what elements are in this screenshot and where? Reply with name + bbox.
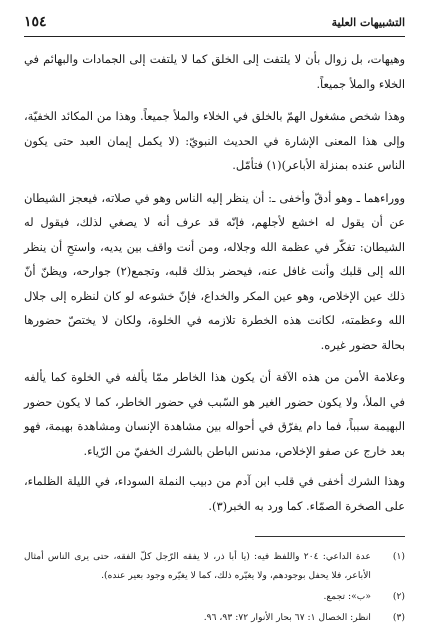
footnote-text: عدة الداعي: ٢٠٤ واللفظ فيه: (يا أبا ذر، لا يفقه الرّجل كلّ الفقه، حتى يرى الناس أمثال الأباعر، فلا يحفل بوجودهم، ولا يغيّره ذلك، كما لا يغيّره وجود بعير عنده). [24,551,371,581]
header-rule [24,36,405,37]
paragraph: وهذا الشرك أخفى في قلب ابن آدم من دبيب النملة السوداء، في الليلة الظلماء، على الصخرة الصمّاء. كما ورد به الخبر(٣). [24,474,405,513]
paragraph: وهيهات، بل زوال بأن لا يلتفت إلى الخلق كما لا يلتفت إلى الجمادات والبهائم في الخلاء والملأ جميعاً. [24,52,405,91]
footnote [24,587,405,606]
footnote [24,608,405,627]
body-text [24,47,405,518]
footnote-rule [255,536,405,537]
footnote [24,547,405,585]
footnotes [24,547,405,627]
footnote-text: انظر: الخصال ١: ٦٧ بحار الأنوار ٧٢: ٩٣، ٩٦. [203,612,371,623]
footnote-number: (١) [392,551,405,562]
paragraph: وعلامة الأمن من هذه الآفة أن يكون هذا الخاطر ممّا يألفه في الخلوة كما يألفه في الملأ، ولا يكون حضور الغير هو السّبب في حضور الخاطر، كما لا يكون حضور البهيمة سبباً، فما دام يفرّق في أحواله بين مشاهدة الإنسان ومشاهدة بهيمة، فهو بعد خارج عن صفو الإخلاص، مدنس الباطن بالشرك الخفيّ من الرّياء. [24,370,405,458]
page-number: ١٥٤ [24,14,47,30]
footnote-number: (٢) [392,591,405,602]
paragraph: وهذا شخص مشغول الهمّ بالخلق في الخلاء والملأ جميعاً. وهذا من المكائد الخفيّة، وإلى هذا المعنى الإشارة في الحديث النبويّ: (لا يكمل إيمان العبد حتى يكون الناس عنده بمنزلة الأباعر)(١) فتأمّل. [24,109,405,172]
paragraph: ووراءهما ـ وهو أدقّ وأخفى ـ: أن ينظر إليه الناس وهو في صلاته، فيعجز الشيطان عن أن يقول له اخشع لأجلهم، فإنّه قد عرف أنه لا يصغي لذلك، فيقول له الشيطان: تفكّر في عظمة الله وجلاله، ومن أنت واقف بين يديه، واستحِ أن ينظر الله إلى قلبك وأنت غافل عنه، فيحضر بذلك قلبه، وتجمع(٢) جوارحه، ويظنّ أنّ ذلك عين الإخلاص، وهو عين المكر والخداع، فإنّ خشوعه لو كان لنظره إلى جلال الله وعظمته، لكانت هذه الخطرة تلازمه في الخلوة، ولكان لا يختصّ حضورها بحالة حضور غيره. [24,190,405,352]
footnote-text: «ب»: تجمع. [323,591,371,602]
footnote-number: (٣) [392,612,405,623]
page-header [24,14,405,34]
running-title: التشبيهات العلية [331,16,405,29]
